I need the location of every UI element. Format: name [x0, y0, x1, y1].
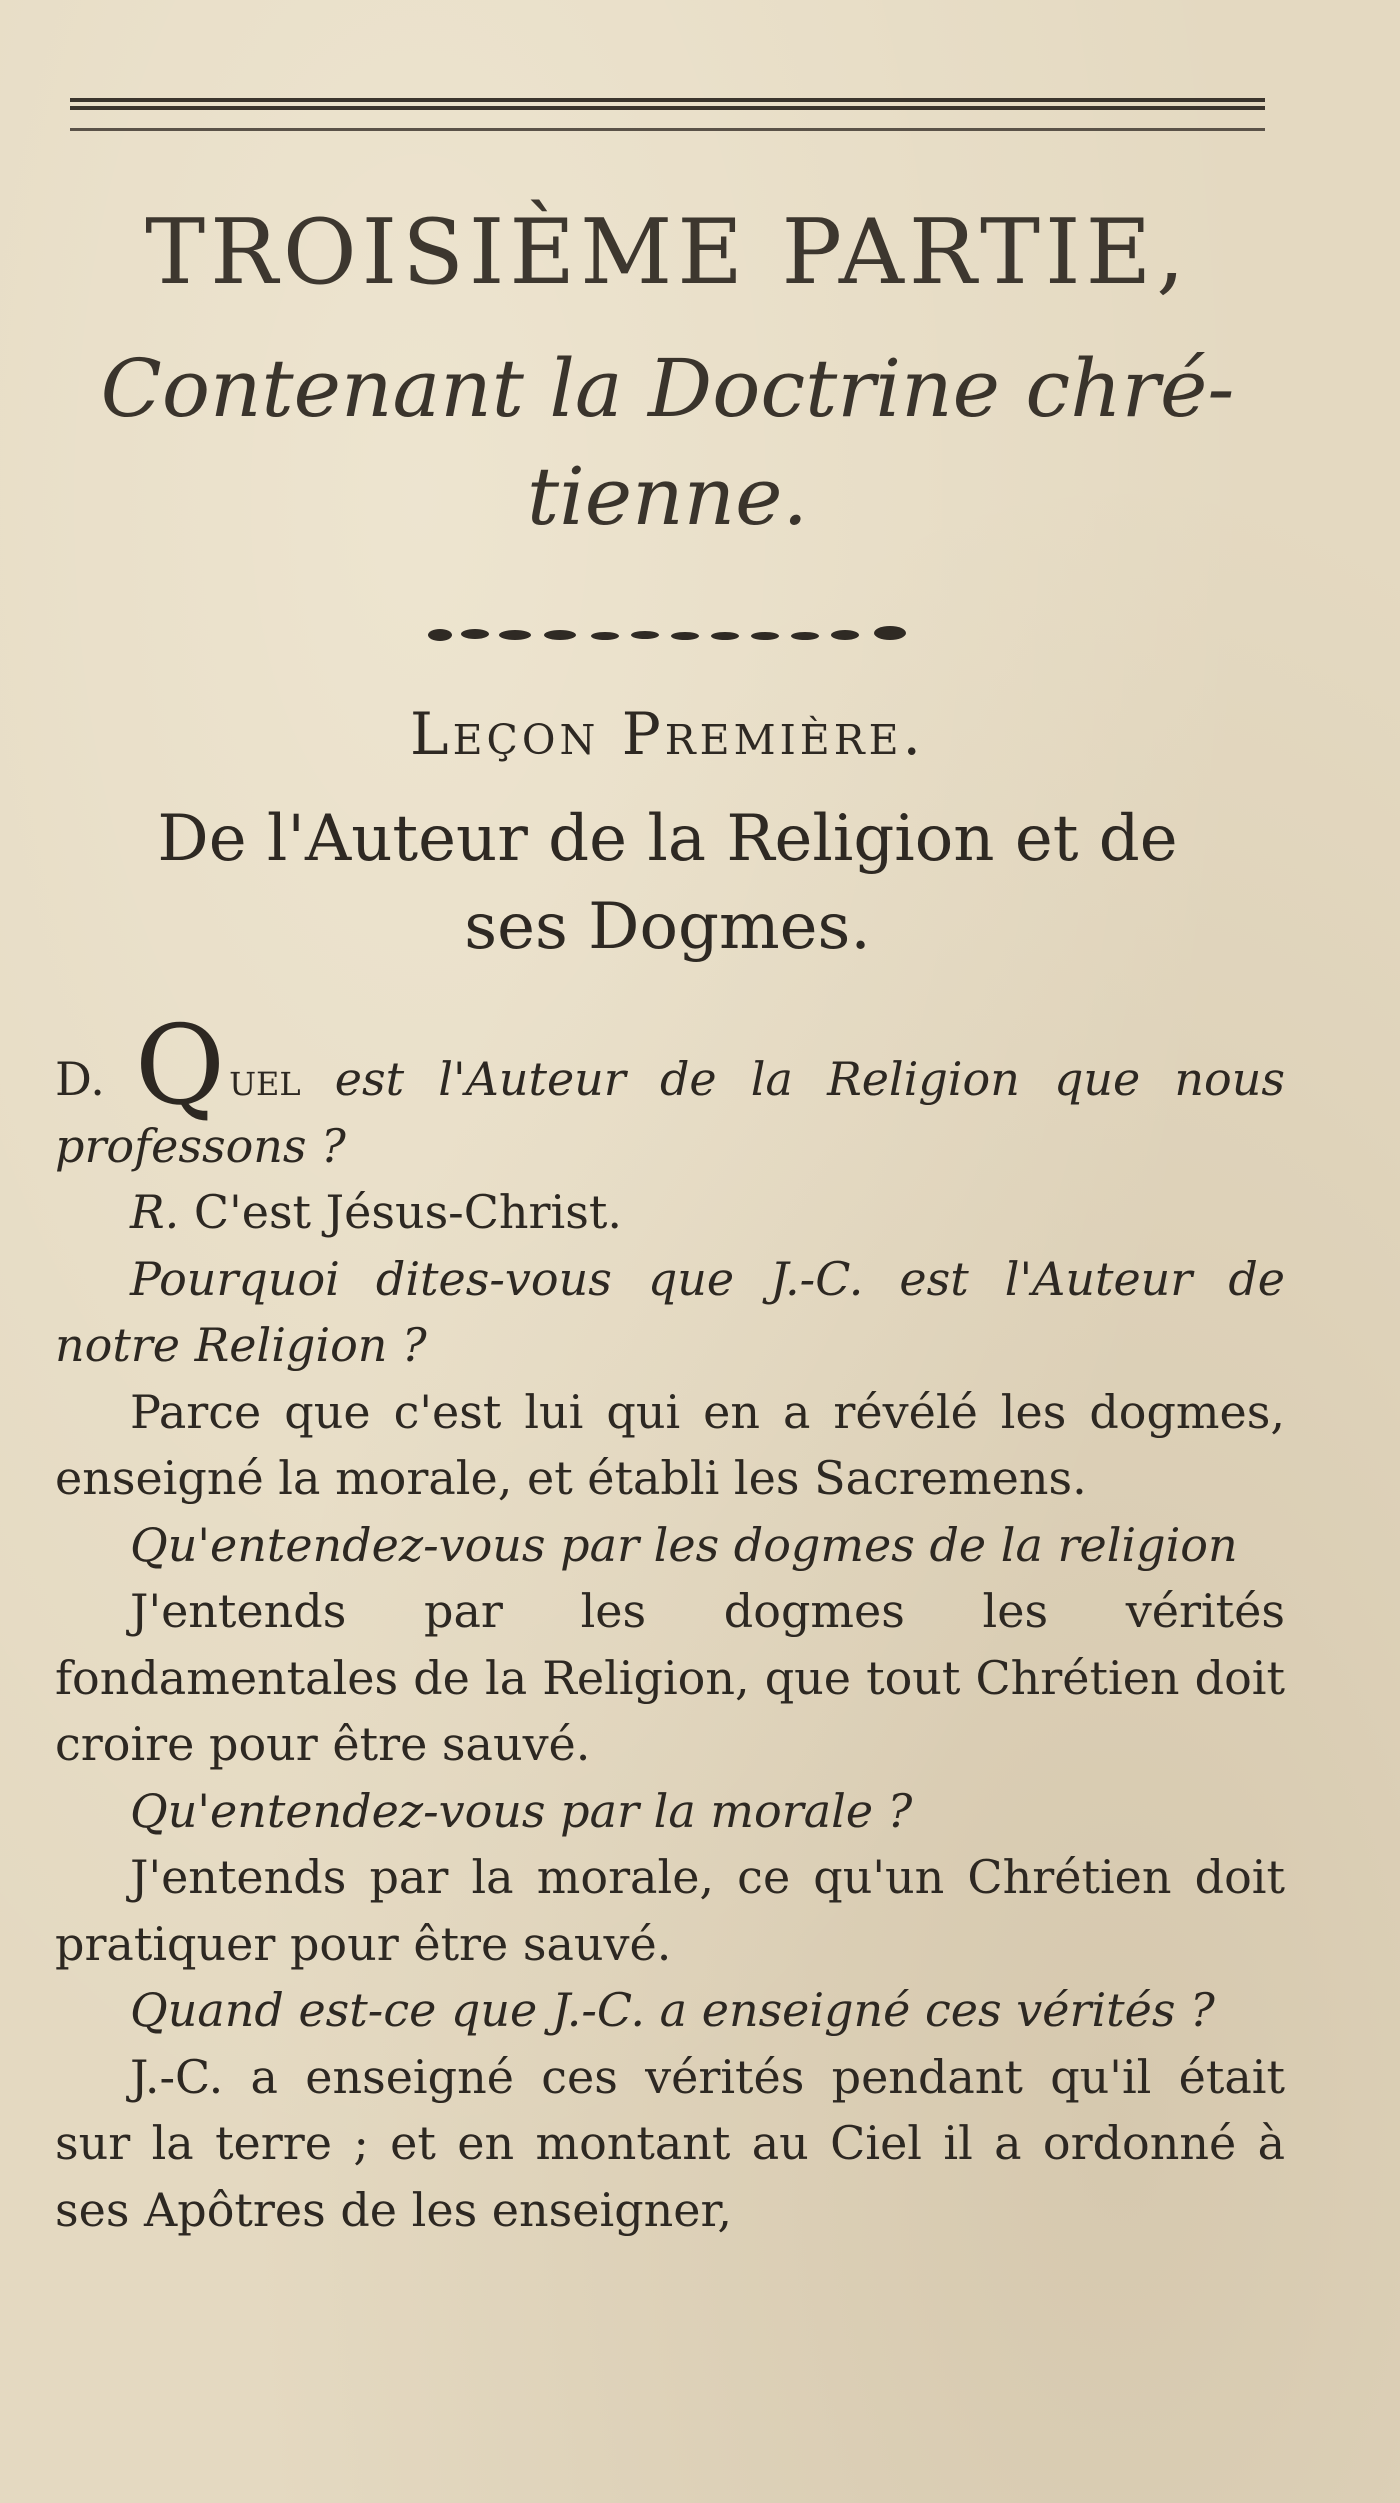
r-label: R. — [130, 1185, 180, 1239]
part-title: TROISIÈME PARTIE, — [145, 200, 1190, 305]
answer-3: J'entends par les dogmes les vérités fondamentales de la Religion, que tout Chrétien doit croire pour être sauvé. — [55, 1584, 1285, 1771]
lesson-subtitle — [70, 795, 1265, 971]
question-1-text: est l'Auteur de la Religion que nous professons ? — [55, 1052, 1285, 1173]
answer-1 — [55, 1179, 1285, 1246]
answer-5: J.-C. a enseigné ces vérités pendant qu'il était sur la terre ; et en montant au Ciel il a ordonné à ses Apôtres de les enseigner, — [55, 2049, 1285, 2237]
top-thin-rule — [70, 128, 1265, 131]
question-5: Quand est-ce que J.-C. a enseigné ces vérités ? — [130, 1983, 1215, 2037]
lesson-subtitle-line-2: ses Dogmes. — [464, 890, 871, 964]
drop-cap: Q — [134, 1001, 226, 1129]
d-label: D. — [55, 1052, 105, 1106]
question-1 — [55, 1001, 1285, 1179]
question-3: Qu'entendez-vous par les dogmes de la religion — [130, 1517, 1238, 1572]
question-4: Qu'entendez-vous par la morale ? — [130, 1783, 913, 1838]
answer-2: Parce que c'est lui qui en a révélé les dogmes, enseigné la morale, et établi les Sacremens. — [55, 1384, 1285, 1505]
part-subtitle-line-2: tienne. — [527, 450, 808, 543]
lesson-subtitle-line-1: De l'Auteur de la Religion et de — [157, 802, 1178, 876]
part-subtitle-line-1: Contenant la Doctrine chré- — [100, 342, 1235, 435]
part-subtitle — [70, 335, 1265, 551]
lesson-title: Leçon Première. — [410, 700, 925, 768]
question-1-first-word: uel — [229, 1052, 301, 1106]
answer-4: J'entends par la morale, ce qu'un Chrétien doit pratiquer pour être sauvé. — [55, 1850, 1285, 1971]
ornament-divider — [420, 620, 920, 650]
question-2: Pourquoi dites-vous que J.-C. est l'Auteur de notre Religion ? — [55, 1251, 1285, 1372]
top-double-rule — [70, 98, 1265, 110]
catechism-body — [55, 1001, 1285, 2243]
answer-1-text: C'est Jésus-Christ. — [193, 1185, 622, 1239]
